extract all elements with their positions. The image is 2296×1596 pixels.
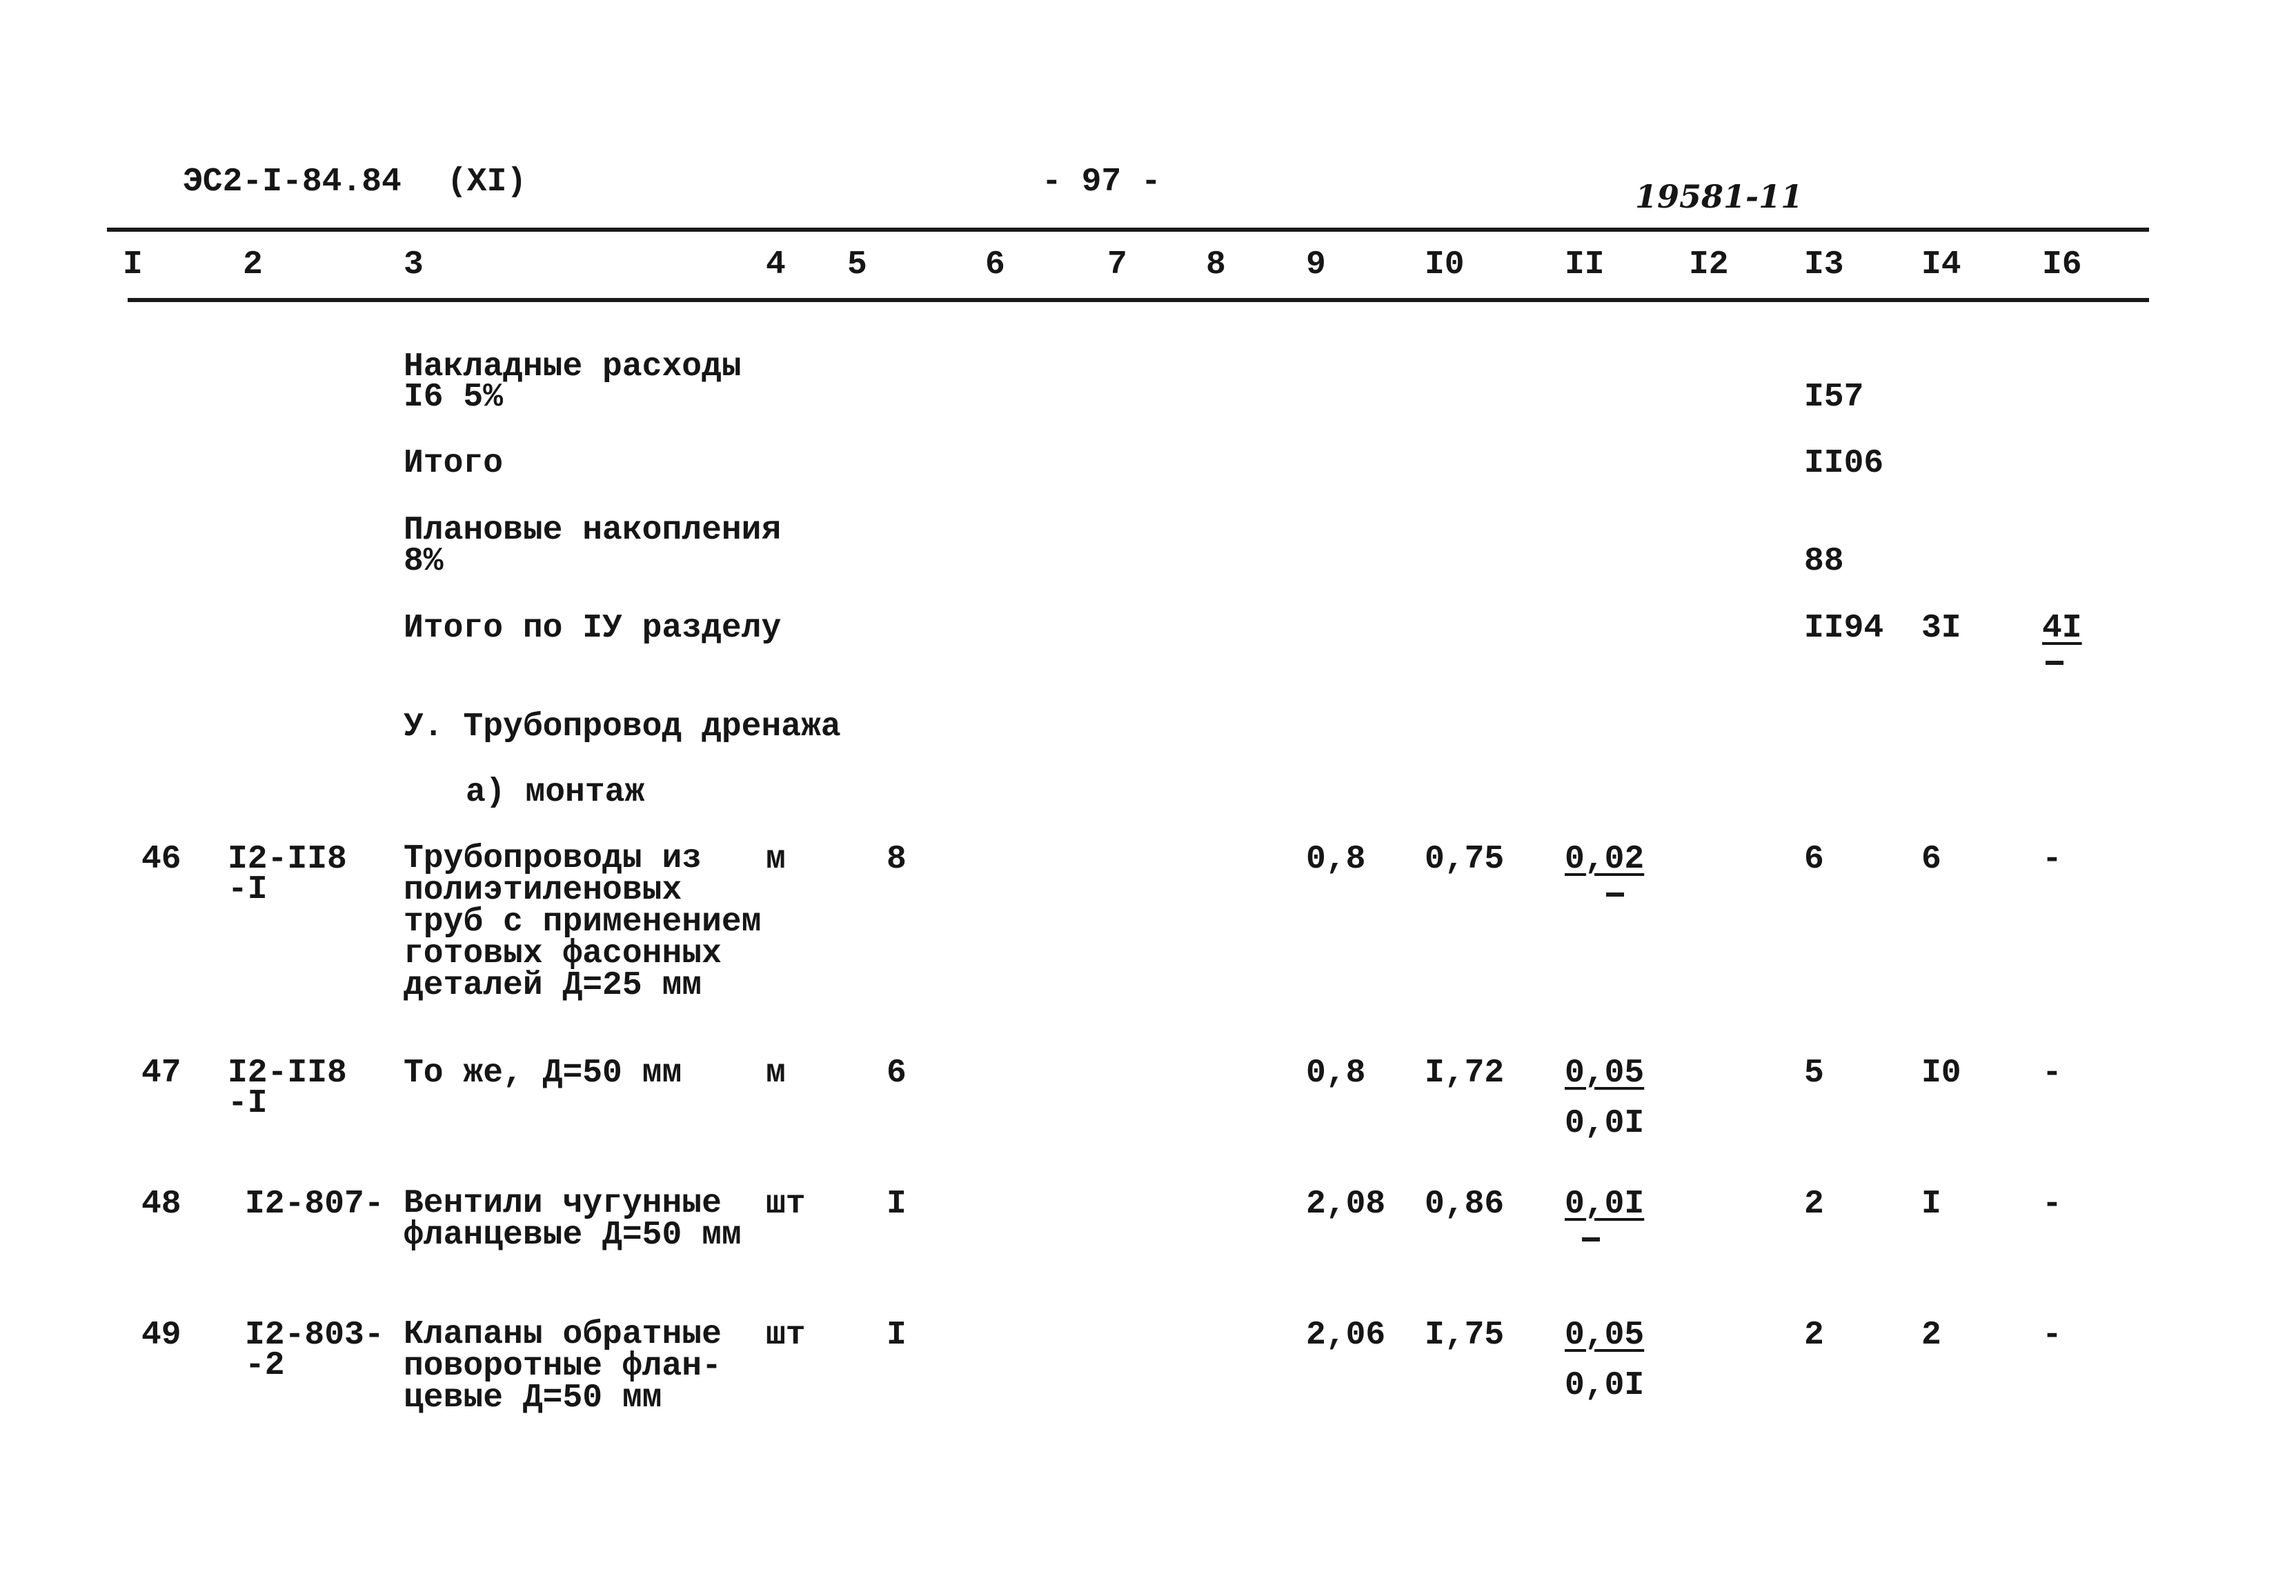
section-number: (XI) — [447, 163, 527, 201]
rate-code-suffix: -I — [228, 1085, 268, 1122]
col11-value-top: 0,02 — [1565, 841, 1645, 878]
col11-value-top: 0,05 — [1565, 1055, 1645, 1092]
col10-value: 0,75 — [1425, 841, 1505, 878]
col16-value: - — [2042, 1186, 2062, 1223]
col13-value: 5 — [1804, 1055, 1824, 1092]
rate-code-suffix: -I — [228, 871, 268, 908]
col16-value: - — [2042, 841, 2062, 878]
description-line: деталей Д=25 мм — [404, 967, 702, 1004]
savings-label: Плановые накопления — [404, 512, 782, 549]
col-header-12: I2 — [1689, 246, 1729, 283]
description-line: Клапаны обратные — [404, 1316, 722, 1353]
overhead-value: I57 — [1804, 379, 1864, 416]
unit: шт — [766, 1317, 806, 1354]
unit: м — [766, 1055, 786, 1092]
section-title: У. Трубопровод дренажа — [404, 708, 841, 746]
quantity: 6 — [887, 1055, 907, 1092]
col9-value: 2,06 — [1306, 1317, 1386, 1354]
col11-value-bottom: 0,0I — [1565, 1367, 1645, 1404]
row-number: 46 — [141, 841, 181, 878]
description-line: готовых фасонных — [404, 935, 722, 972]
document-code: ЭС2-I-84.84 — [183, 163, 402, 201]
col11-value-bottom: 0,0I — [1565, 1105, 1645, 1142]
quantity: I — [887, 1186, 907, 1223]
col-header-6: 6 — [985, 246, 1005, 283]
row-description — [404, 1316, 722, 1417]
rate-code-suffix: -2 — [245, 1347, 285, 1384]
col-header-7: 7 — [1107, 246, 1127, 283]
col-header-10: I0 — [1425, 246, 1465, 283]
description-line: цевые Д=50 мм — [404, 1379, 662, 1417]
total-label: Итого — [404, 445, 504, 482]
quantity: 8 — [887, 841, 907, 878]
section-subtitle: а) монтаж — [466, 774, 645, 811]
col11-value-bottom-dash — [1582, 1237, 1600, 1241]
overhead-percent: I6 5% — [404, 379, 504, 416]
col9-value: 0,8 — [1306, 841, 1366, 878]
col14-value: 6 — [1921, 841, 1941, 878]
rate-code: I2-II8 — [228, 841, 347, 878]
col9-value: 0,8 — [1306, 1055, 1366, 1092]
description-line: поворотные флан- — [404, 1348, 722, 1385]
unit: шт — [766, 1186, 806, 1223]
col-header-2: 2 — [243, 246, 263, 283]
row-description — [404, 840, 762, 1004]
col16-value: - — [2042, 1317, 2062, 1354]
unit: м — [766, 841, 786, 878]
description-line: труб с применением — [404, 904, 762, 941]
col11-value-top: 0,0I — [1565, 1186, 1645, 1223]
col-header-3: 3 — [404, 246, 424, 283]
savings-value: 88 — [1804, 543, 1844, 580]
col16-value: - — [2042, 1055, 2062, 1092]
col-header-5: 5 — [847, 246, 867, 283]
col14-value: 2 — [1921, 1317, 1941, 1354]
description-line: Вентили чугунные — [404, 1185, 722, 1222]
col-header-11: II — [1565, 246, 1605, 283]
section-total-col13: II94 — [1804, 610, 1884, 647]
page-number: - 97 - — [1042, 163, 1161, 201]
quantity: I — [887, 1317, 907, 1354]
description-line: полиэтиленовых — [404, 872, 682, 909]
row-number: 49 — [141, 1317, 181, 1354]
row-number: 48 — [141, 1186, 181, 1223]
description-line: Трубопроводы из — [404, 840, 702, 877]
col13-value: 2 — [1804, 1186, 1824, 1223]
col13-value: 2 — [1804, 1317, 1824, 1354]
overhead-label: Накладные расходы — [404, 348, 742, 386]
description-line: фланцевые Д=50 мм — [404, 1217, 742, 1254]
col-header-14: I4 — [1921, 246, 1961, 283]
col10-value: I,72 — [1425, 1055, 1505, 1092]
header-bottom-rule — [128, 298, 2149, 302]
header-top-rule — [107, 228, 2149, 232]
savings-percent: 8% — [404, 543, 444, 580]
col-header-8: 8 — [1206, 246, 1226, 283]
col-header-4: 4 — [766, 246, 786, 283]
row-description: То же, Д=50 мм — [404, 1055, 682, 1092]
col-header-1: I — [123, 246, 143, 283]
rate-code: I2-II8 — [228, 1055, 347, 1092]
row-description — [404, 1185, 742, 1254]
handwritten-stamp: 19581-11 — [1635, 178, 1803, 215]
rate-code: I2-803- — [245, 1317, 384, 1354]
col14-value: I0 — [1921, 1055, 1961, 1092]
col11-value-top: 0,05 — [1565, 1317, 1645, 1354]
col11-value-bottom-dash — [1606, 892, 1624, 897]
col14-value: I — [1921, 1186, 1941, 1223]
col-header-13: I3 — [1804, 246, 1844, 283]
row-number: 47 — [141, 1055, 181, 1092]
col10-value: I,75 — [1425, 1317, 1505, 1354]
section-total-dash-mark — [2046, 661, 2064, 665]
total-value: II06 — [1804, 445, 1884, 482]
section-total-col16: 4I — [2042, 610, 2082, 647]
rate-code: I2-807- — [245, 1186, 384, 1223]
col-header-16: I6 — [2042, 246, 2082, 283]
col13-value: 6 — [1804, 841, 1824, 878]
col10-value: 0,86 — [1425, 1186, 1505, 1223]
col-header-9: 9 — [1306, 246, 1326, 283]
section-total-col14: 3I — [1921, 610, 1961, 647]
col9-value: 2,08 — [1306, 1186, 1386, 1223]
section-total-label: Итого по IУ разделу — [404, 610, 782, 647]
